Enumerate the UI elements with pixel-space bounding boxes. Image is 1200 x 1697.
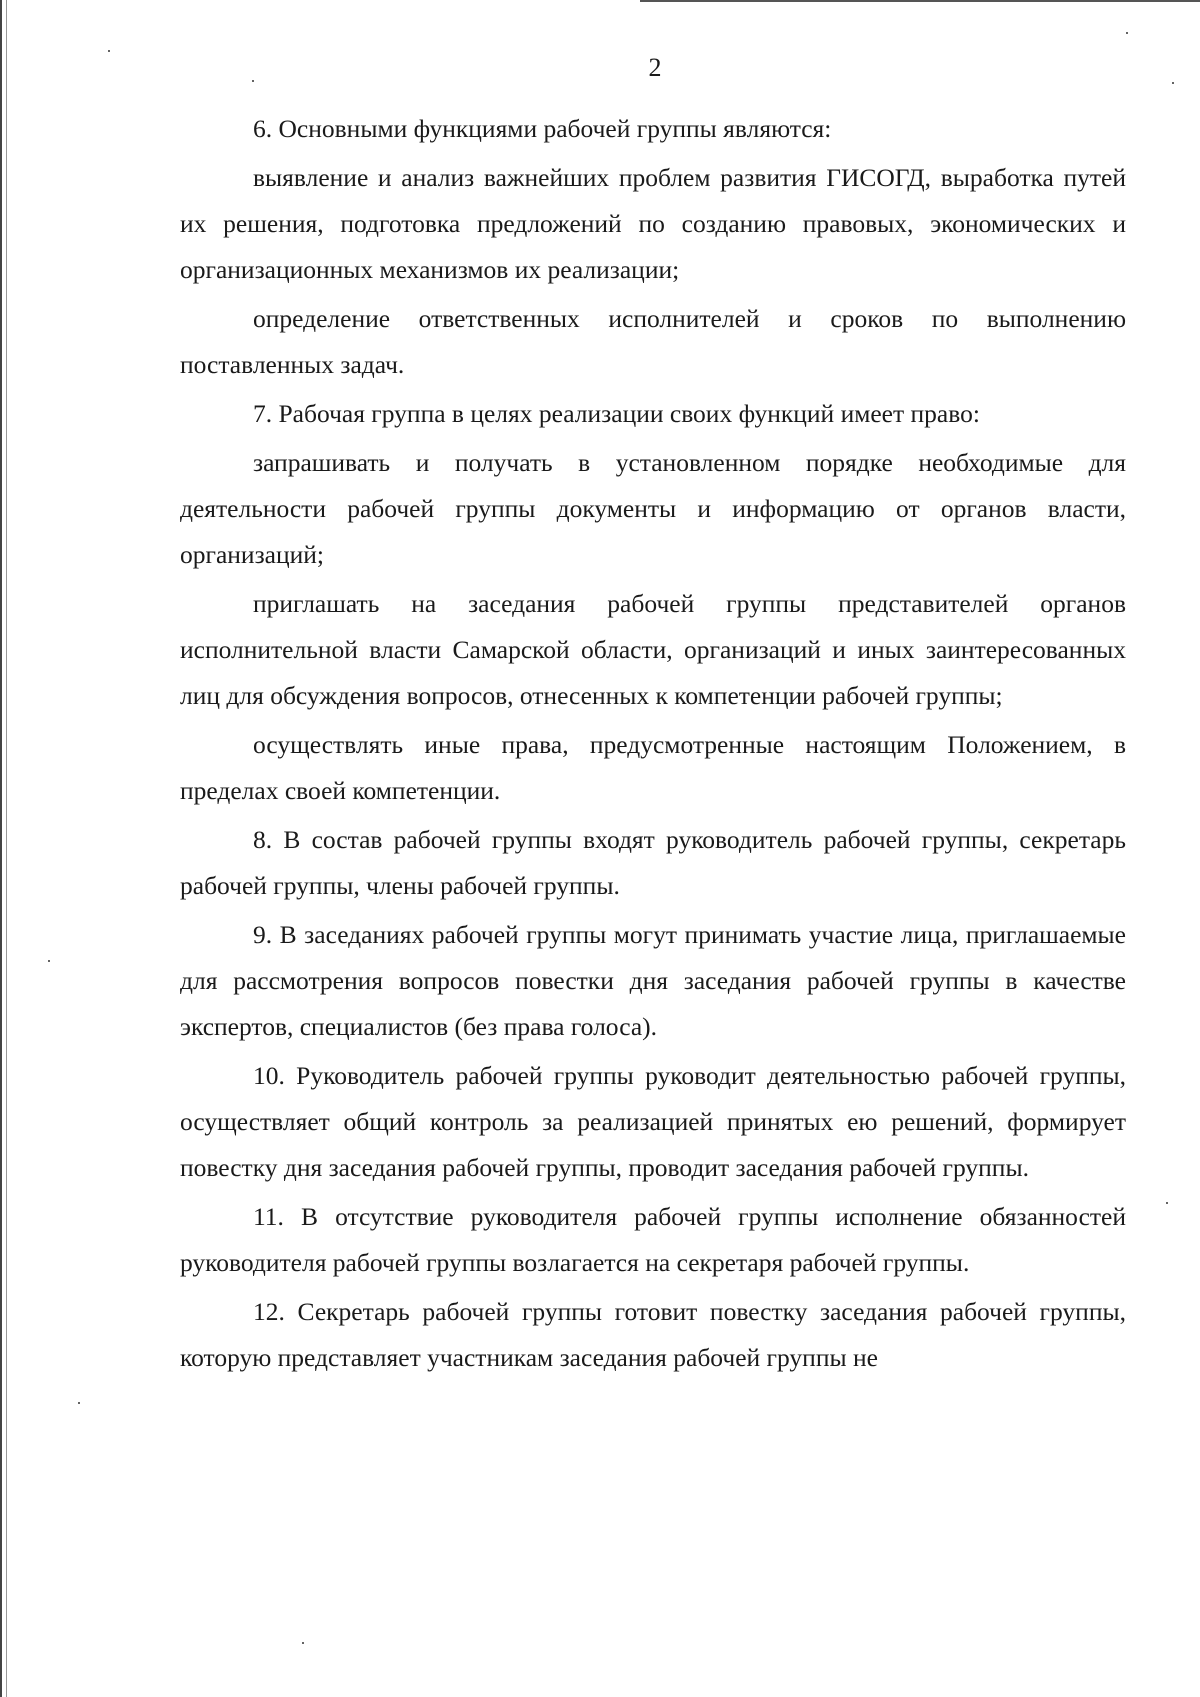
scan-speck [1166, 1202, 1168, 1204]
scan-speck [1126, 32, 1128, 34]
scan-speck [302, 1642, 304, 1644]
scan-speck [78, 1402, 80, 1404]
page-number: 2 [648, 53, 662, 82]
paragraph-6-item-2: определение ответственных исполнителей и сроков по выполнению поставленных задач. [180, 304, 1126, 379]
paragraph-7-item-2: приглашать на заседания рабочей группы представителей органов исполнительной власти Самарской области, организаций и иных заинтересованных лиц для обсуждения вопросов, отнесенных к компетенции рабочей группы; [180, 589, 1126, 710]
scan-edge-left [0, 0, 2, 1697]
paragraph-10: 10. Руководитель рабочей группы руководит деятельностью рабочей группы, осуществляет общий контроль за реализацией принятых ею решений, формирует повестку дня заседания рабочей группы, проводит заседания рабочей группы. [180, 1061, 1126, 1182]
scan-speck [48, 960, 50, 962]
scan-edge-top [640, 0, 1200, 2]
paragraph-6: 6. Основными функциями рабочей группы являются: [253, 114, 832, 143]
document-body [180, 106, 1126, 1381]
paragraph-6-item-1: выявление и анализ важнейших проблем развития ГИСОГД, выработка путей их решения, подготовка предложений по созданию правовых, экономических и организационных механизмов их реализации; [180, 163, 1126, 284]
paragraph-11: 11. В отсутствие руководителя рабочей группы исполнение обязанностей руководителя рабочей группы возлагается на секретаря рабочей группы. [180, 1202, 1126, 1277]
paragraph-8: 8. В состав рабочей группы входят руководитель рабочей группы, секретарь рабочей группы, члены рабочей группы. [180, 825, 1126, 900]
paragraph-12: 12. Секретарь рабочей группы готовит повестку заседания рабочей группы, которую представляет участникам заседания рабочей группы не [180, 1297, 1126, 1372]
paragraph-7-item-3: осуществлять иные права, предусмотренные настоящим Положением, в пределах своей компетенции. [180, 730, 1126, 805]
paragraph-7: 7. Рабочая группа в целях реализации своих функций имеет право: [253, 399, 980, 428]
paragraph-9: 9. В заседаниях рабочей группы могут принимать участие лица, приглашаемые для рассмотрения вопросов повестки дня заседания рабочей группы в качестве экспертов, специалистов (без права голоса). [180, 920, 1126, 1041]
paragraph-7-item-1: запрашивать и получать в установленном порядке необходимые для деятельности рабочей группы документы и информацию от органов власти, организаций; [180, 448, 1126, 569]
scan-edge-line [6, 0, 7, 1697]
